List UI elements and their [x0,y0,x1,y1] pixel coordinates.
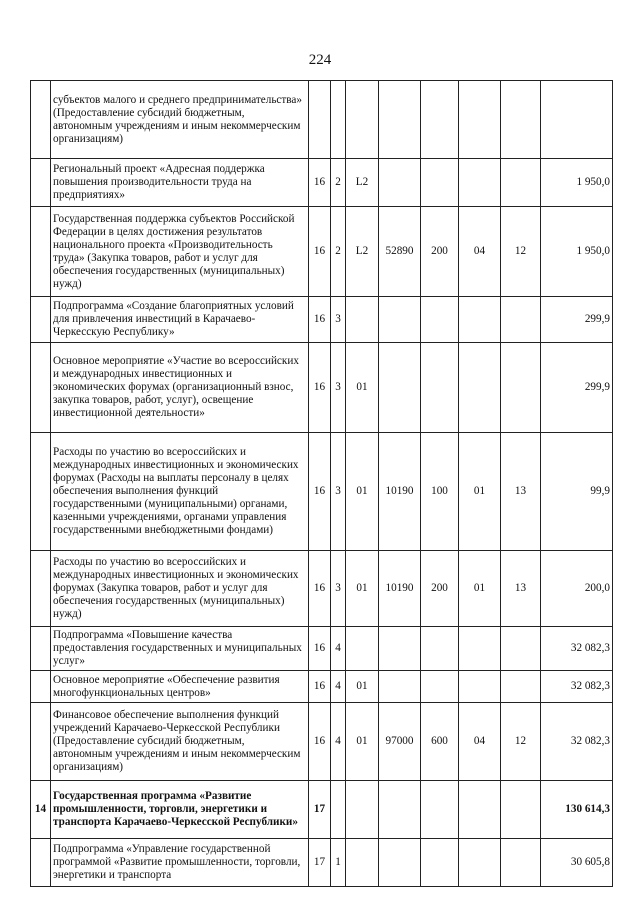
code-5-cell: 100 [421,433,459,551]
code-7-cell [501,839,541,887]
code-6-cell [459,81,501,159]
program-name-cell: Подпрограмма «Управление государственной программой «Развитие промышленности, торговли, энергетики и транспорта [51,839,309,887]
code-3-cell: L2 [346,207,379,297]
row-number-cell [31,343,51,433]
table-row [31,343,613,433]
row-number-cell [31,839,51,887]
budget-table-body [31,81,613,887]
code-3-cell: 01 [346,703,379,781]
code-2-cell: 4 [331,703,346,781]
code-4-cell [379,297,421,343]
code-1-cell: 16 [309,551,331,627]
code-6-cell [459,781,501,839]
amount-cell [541,81,613,159]
amount-cell: 299,9 [541,343,613,433]
code-3-cell: 01 [346,551,379,627]
row-number-cell [31,207,51,297]
row-number-cell [31,671,51,703]
code-5-cell [421,627,459,671]
code-5-cell: 200 [421,551,459,627]
code-5-cell [421,81,459,159]
amount-cell: 30 605,8 [541,839,613,887]
amount-cell: 200,0 [541,551,613,627]
code-3-cell: 01 [346,671,379,703]
code-3-cell [346,839,379,887]
code-5-cell [421,159,459,207]
code-1-cell: 16 [309,207,331,297]
code-6-cell [459,297,501,343]
row-number-cell [31,703,51,781]
code-4-cell [379,627,421,671]
table-row [31,207,613,297]
program-name-cell: Региональный проект «Адресная поддержка повышения производительности труда на предприятиях» [51,159,309,207]
budget-table [30,80,613,887]
code-7-cell [501,297,541,343]
code-4-cell: 97000 [379,703,421,781]
table-row [31,671,613,703]
code-7-cell: 13 [501,433,541,551]
code-4-cell: 10190 [379,551,421,627]
table-row [31,839,613,887]
row-number-cell [31,159,51,207]
program-name-cell: Государственная поддержка субъектов Российской Федерации в целях достижения результатов национального проекта «Производительность труда» (Закупка товаров, работ и услуг для обеспечения государственных (муниципальных) нужд) [51,207,309,297]
code-1-cell: 16 [309,297,331,343]
amount-cell: 1 950,0 [541,207,613,297]
code-6-cell: 01 [459,551,501,627]
row-number-cell [31,81,51,159]
code-2-cell: 4 [331,627,346,671]
program-name-cell: Расходы по участию во всероссийских и международных инвестиционных и экономических форумах (Закупка товаров, работ и услуг для обеспечения государственных (муниципальных) нужд) [51,551,309,627]
code-3-cell [346,627,379,671]
code-5-cell: 600 [421,703,459,781]
amount-cell: 299,9 [541,297,613,343]
code-5-cell [421,671,459,703]
code-7-cell [501,627,541,671]
code-2-cell [331,81,346,159]
table-row [31,159,613,207]
code-7-cell [501,81,541,159]
program-name-cell: Государственная программа «Развитие промышленности, торговли, энергетики и транспорта Карачаево-Черкесской Республики» [51,781,309,839]
code-6-cell: 04 [459,207,501,297]
code-6-cell [459,627,501,671]
code-4-cell: 10190 [379,433,421,551]
row-number-cell: 14 [31,781,51,839]
amount-cell: 1 950,0 [541,159,613,207]
code-1-cell: 16 [309,433,331,551]
code-7-cell: 12 [501,207,541,297]
code-4-cell: 52890 [379,207,421,297]
code-7-cell [501,781,541,839]
code-6-cell [459,839,501,887]
code-2-cell: 4 [331,671,346,703]
amount-cell: 32 082,3 [541,703,613,781]
table-row [31,703,613,781]
code-1-cell: 16 [309,159,331,207]
program-name-cell: Расходы по участию во всероссийских и международных инвестиционных и экономических форумах (Расходы на выплаты персоналу в целях обеспечения выполнения функций государственными (муниципальными) органами, казенными учреждениями, органами управления государственными внебюджетными фондами) [51,433,309,551]
amount-cell: 32 082,3 [541,627,613,671]
table-row [31,81,613,159]
code-6-cell: 01 [459,433,501,551]
code-2-cell: 2 [331,159,346,207]
row-number-cell [31,433,51,551]
code-6-cell: 04 [459,703,501,781]
code-2-cell: 1 [331,839,346,887]
code-3-cell [346,781,379,839]
code-1-cell: 16 [309,627,331,671]
code-2-cell: 2 [331,207,346,297]
table-row [31,627,613,671]
code-4-cell [379,81,421,159]
code-1-cell: 16 [309,343,331,433]
code-2-cell [331,781,346,839]
row-number-cell [31,551,51,627]
program-name-cell: субъектов малого и среднего предпринимательства» (Предоставление субсидий бюджетным, автономным учреждениям и иным некоммерческим организациям) [51,81,309,159]
code-6-cell [459,671,501,703]
code-7-cell: 13 [501,551,541,627]
code-7-cell [501,159,541,207]
amount-cell: 130 614,3 [541,781,613,839]
amount-cell: 99,9 [541,433,613,551]
code-2-cell: 3 [331,343,346,433]
code-2-cell: 3 [331,433,346,551]
table-row [31,297,613,343]
code-7-cell: 12 [501,703,541,781]
code-6-cell [459,159,501,207]
program-name-cell: Основное мероприятие «Обеспечение развития многофункциональных центров» [51,671,309,703]
code-3-cell [346,297,379,343]
code-5-cell [421,343,459,433]
page-number: 224 [308,52,332,68]
code-3-cell: 01 [346,343,379,433]
code-4-cell [379,343,421,433]
row-number-cell [31,627,51,671]
code-7-cell [501,671,541,703]
code-1-cell: 16 [309,703,331,781]
code-4-cell [379,671,421,703]
code-5-cell [421,781,459,839]
code-1-cell [309,81,331,159]
program-name-cell: Подпрограмма «Создание благоприятных условий для привлечения инвестиций в Карачаево-Черкесскую Республику» [51,297,309,343]
code-4-cell [379,781,421,839]
code-1-cell: 17 [309,781,331,839]
code-5-cell [421,297,459,343]
code-4-cell [379,159,421,207]
table-row [31,551,613,627]
code-6-cell [459,343,501,433]
code-1-cell: 16 [309,671,331,703]
code-2-cell: 3 [331,297,346,343]
code-1-cell: 17 [309,839,331,887]
amount-cell: 32 082,3 [541,671,613,703]
code-3-cell: 01 [346,433,379,551]
code-5-cell: 200 [421,207,459,297]
code-3-cell [346,81,379,159]
program-name-cell: Подпрограмма «Повышение качества предоставления государственных и муниципальных услуг» [51,627,309,671]
code-4-cell [379,839,421,887]
code-3-cell: L2 [346,159,379,207]
row-number-cell [31,297,51,343]
code-2-cell: 3 [331,551,346,627]
table-row [31,781,613,839]
code-7-cell [501,343,541,433]
code-5-cell [421,839,459,887]
table-row [31,433,613,551]
program-name-cell: Финансовое обеспечение выполнения функций учреждений Карачаево-Черкесской Республики (Предоставление субсидий бюджетным, автономным учреждениям и иным некоммерческим организациям) [51,703,309,781]
program-name-cell: Основное мероприятие «Участие во всероссийских и международных инвестиционных и экономических форумах (организационный взнос, закупка товаров, работ, услуг), освещение инвестиционной деятельности» [51,343,309,433]
